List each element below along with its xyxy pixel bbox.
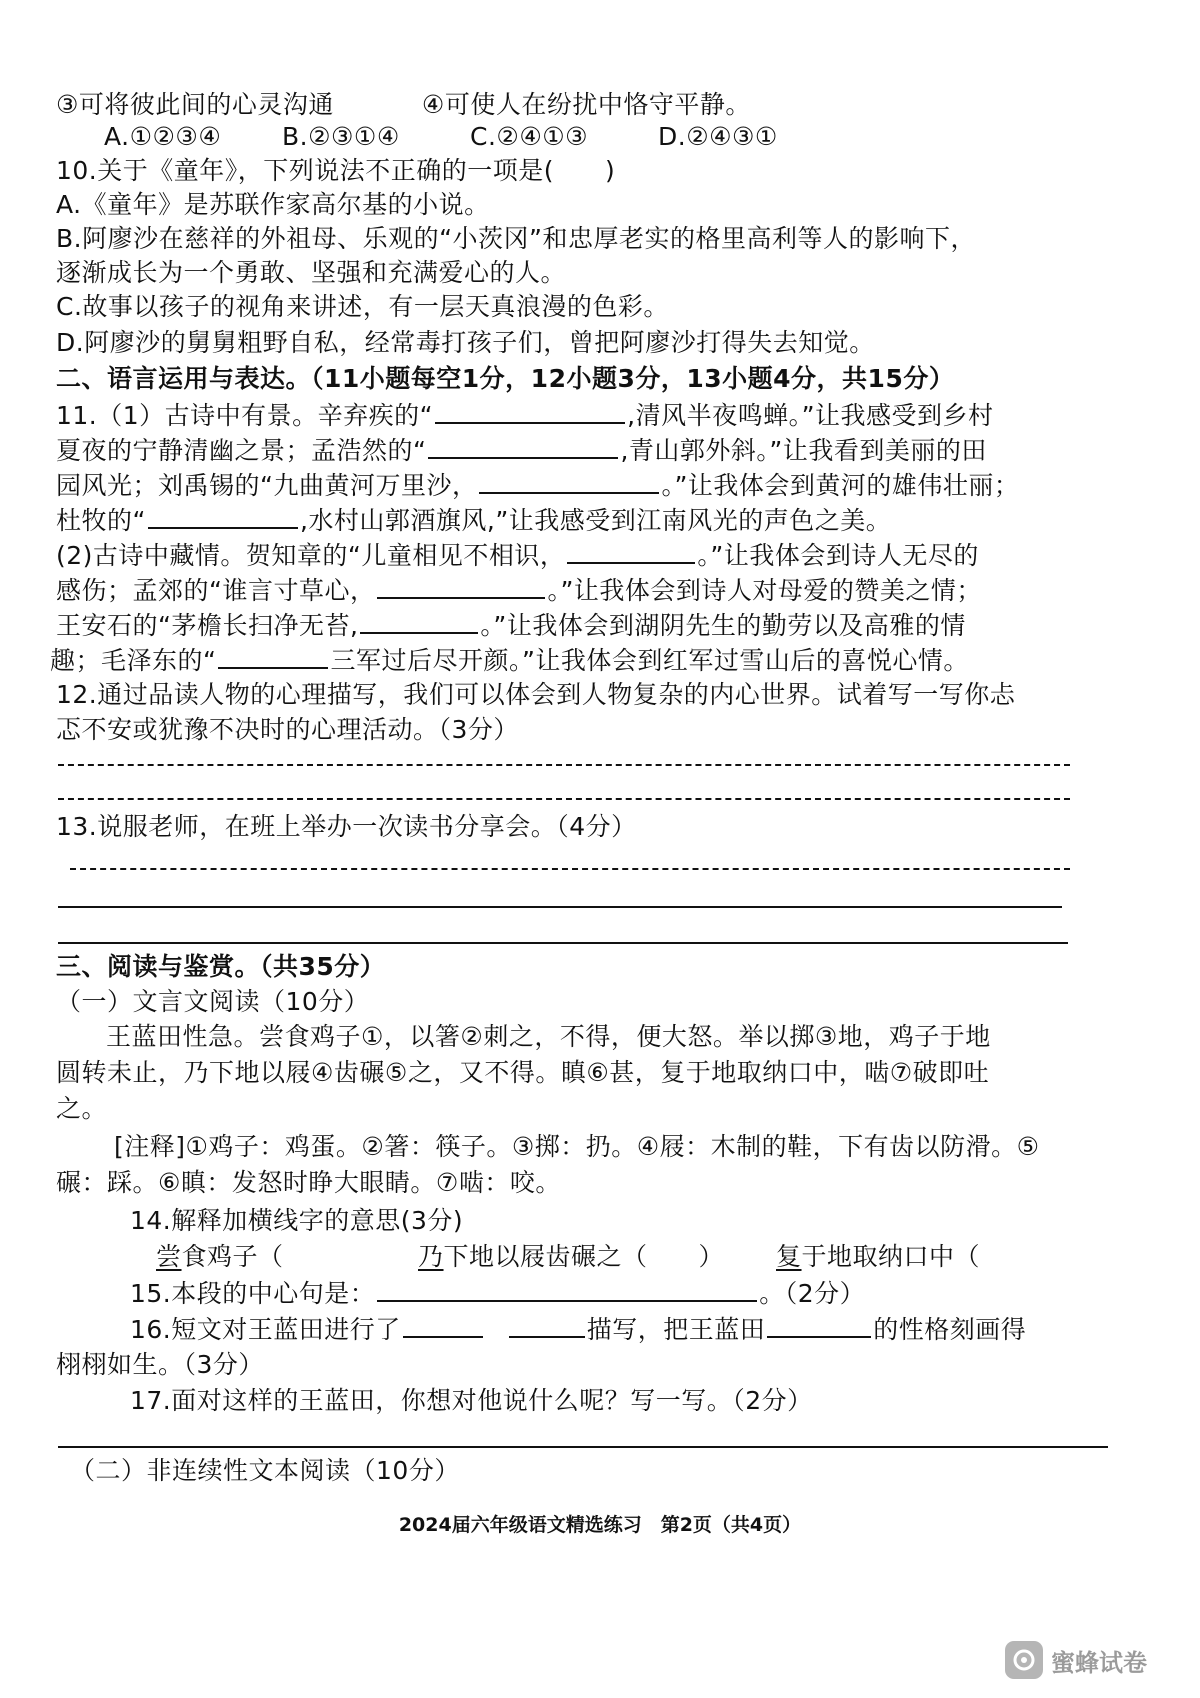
q11-line7 — [56, 608, 966, 643]
q11-text: 趣；毛泽东的“ — [50, 646, 217, 675]
q17-stem: 17.面对这样的王蓝田，你想对他说什么呢？写一写。（2分） — [130, 1386, 813, 1415]
underlined-char: 复 — [776, 1242, 802, 1271]
q11-text: 。”让我体会到黄河的雄伟壮丽； — [661, 471, 1020, 500]
q14-item-a — [156, 1240, 284, 1274]
q11-text: 夏夜的宁静清幽之景；孟浩然的“ — [56, 436, 427, 465]
notes-line2: 碾：踩。⑥瞋：发怒时睁大眼睛。⑦啮：咬。 — [56, 1168, 561, 1197]
q9-item-4: ④可使人在纷扰中恪守平静。 — [421, 90, 751, 119]
answer-line[interactable] — [58, 1446, 1108, 1448]
q14-item-b — [418, 1240, 724, 1274]
answer-blank[interactable] — [767, 1312, 871, 1338]
answer-blank[interactable] — [148, 503, 298, 529]
answer-blank[interactable] — [428, 433, 618, 459]
q9-option-a: A.①②③④ — [104, 122, 222, 151]
q11-text: (2)古诗中藏情。贺知章的“儿童相见不相识， — [56, 541, 566, 570]
q10-option-b-line1: B.阿廖沙在慈祥的外祖母、乐观的“小茨冈”和忠厚老实的格里高利等人的影响下， — [56, 224, 977, 253]
q11-text: ,青山郭外斜。”让我看到美丽的田 — [620, 436, 987, 465]
q12-line1: 12.通过品读人物的心理描写，我们可以体会到人物复杂的内心世界。试着写一写你忐 — [56, 680, 1016, 709]
q9-options — [104, 120, 778, 154]
q11-text: 。”让我体会到诗人对母爱的赞美之情； — [547, 576, 982, 605]
q11-line8 — [50, 643, 969, 678]
q11-text: 园风光；刘禹锡的“九曲黄河万里沙， — [56, 471, 478, 500]
passage-line3: 之。 — [56, 1094, 108, 1123]
q16-text: 16.短文对王蓝田进行了 — [130, 1315, 401, 1344]
q11-text: 感伤；孟郊的“谁言寸草心， — [56, 576, 376, 605]
watermark-text: 蜜蜂试卷 — [1051, 1648, 1147, 1677]
answer-blank[interactable] — [377, 573, 545, 599]
q12-line2: 忑不安或犹豫不决时的心理活动。（3分） — [56, 715, 519, 744]
answer-blank[interactable] — [567, 538, 695, 564]
q11-line2 — [56, 433, 987, 468]
q9-option-b: B.②③①④ — [282, 122, 400, 151]
notes-line1: [注释]①鸡子：鸡蛋。②箸：筷子。③掷：扔。④屐：木制的鞋，下有齿以防滑。⑤ — [114, 1132, 1040, 1161]
page-footer: 2024届六年级语文精选练习 第2页（共4页） — [398, 1514, 802, 1536]
q11-text: 11.（1）古诗中有景。辛弃疾的“ — [56, 401, 434, 430]
q11-line5 — [56, 538, 979, 573]
answer-line[interactable] — [58, 764, 1070, 766]
q11-text: ,清风半夜鸣蝉。”让我感受到乡村 — [627, 401, 994, 430]
q9-line — [56, 88, 751, 122]
answer-line[interactable] — [58, 906, 1062, 908]
answer-blank[interactable] — [479, 468, 659, 494]
q15-text: 。（2分） — [759, 1279, 866, 1308]
q13-line1: 13.说服老师，在班上举办一次读书分享会。（4分） — [56, 812, 637, 841]
q14-stem: 14.解释加横线字的意思(3分) — [130, 1206, 464, 1235]
q10-option-d: D.阿廖沙的舅舅粗野自私，经常毒打孩子们，曾把阿廖沙打得失去知觉。 — [56, 328, 875, 357]
answer-blank[interactable] — [435, 398, 625, 424]
underlined-char: 尝 — [156, 1242, 182, 1271]
section-title-part2: 二、语言运用与表达。（11小题每空1分，12小题3分，13小题4分，共15分） — [56, 364, 955, 393]
answer-line[interactable] — [70, 868, 1070, 870]
q11-line3 — [56, 468, 1019, 503]
q10-option-c: C.故事以孩子的视角来讲述，有一层天真浪漫的色彩。 — [56, 292, 669, 321]
q10-option-b-line2: 逐渐成长为一个勇敢、坚强和充满爱心的人。 — [56, 258, 567, 287]
q11-text: 。”让我体会到湖阴先生的勤劳以及高雅的情 — [480, 611, 966, 640]
q11-text: 。”让我体会到诗人无尽的 — [697, 541, 979, 570]
q14-text: 食鸡子（ — [181, 1242, 284, 1271]
q16-line1 — [130, 1312, 1026, 1347]
q15-text: 15.本段的中心句是： — [130, 1279, 376, 1308]
q10-option-a: A.《童年》是苏联作家高尔基的小说。 — [56, 190, 490, 219]
answer-blank[interactable] — [360, 608, 478, 634]
answer-blank[interactable] — [218, 643, 328, 669]
q11-line1 — [56, 398, 994, 433]
subsection-classical-chinese: （一）文言文阅读（10分） — [56, 987, 370, 1016]
answer-blank[interactable] — [509, 1312, 585, 1338]
q9-option-d: D.②④③① — [658, 122, 778, 151]
q14-text: 下地以屐齿碾之（ ） — [443, 1242, 725, 1271]
q9-option-c: C.②④①③ — [470, 122, 589, 151]
watermark — [1005, 1637, 1147, 1683]
passage-line1: 王蓝田性急。尝食鸡子①，以箸②刺之，不得，便大怒。举以掷③地，鸡子于地 — [106, 1022, 991, 1051]
q9-item-3: ③可将彼此间的心灵沟通 — [56, 90, 334, 119]
q14-text: 于地取纳口中（ — [801, 1242, 981, 1271]
answer-line[interactable] — [58, 798, 1070, 800]
q11-text: 三军过后尽开颜。”让我体会到红军过雪山后的喜悦心情。 — [330, 646, 969, 675]
q11-text: 杜牧的“ — [56, 506, 146, 535]
subsection-non-continuous-text: （二）非连续性文本阅读（10分） — [70, 1456, 460, 1485]
q11-line4 — [56, 503, 891, 538]
underlined-char: 乃 — [418, 1242, 444, 1271]
answer-line[interactable] — [58, 942, 1068, 944]
section-title-part3: 三、阅读与鉴赏。（共35分） — [56, 952, 386, 981]
q14-item-c — [776, 1240, 980, 1274]
q15 — [130, 1276, 865, 1311]
passage-line2: 圆转未止，乃下地以屐④齿碾⑤之，又不得。瞋⑥甚，复于地取纳口中，啮⑦破即吐 — [56, 1058, 990, 1087]
q16-text: 的性格刻画得 — [873, 1315, 1027, 1344]
q16-line2: 栩栩如生。（3分） — [56, 1350, 264, 1379]
q11-text: 王安石的“茅檐长扫净无苔, — [56, 611, 359, 640]
q11-text: ,水村山郭酒旗风,”让我感受到江南风光的声色之美。 — [299, 506, 892, 535]
q10-stem: 10.关于《童年》，下列说法不正确的一项是( ) — [56, 156, 616, 185]
q11-line6 — [56, 573, 982, 608]
answer-blank[interactable] — [377, 1276, 757, 1302]
q16-text: 描写，把王蓝田 — [586, 1315, 766, 1344]
bee-logo-icon — [1005, 1641, 1043, 1679]
answer-blank[interactable] — [403, 1312, 483, 1338]
